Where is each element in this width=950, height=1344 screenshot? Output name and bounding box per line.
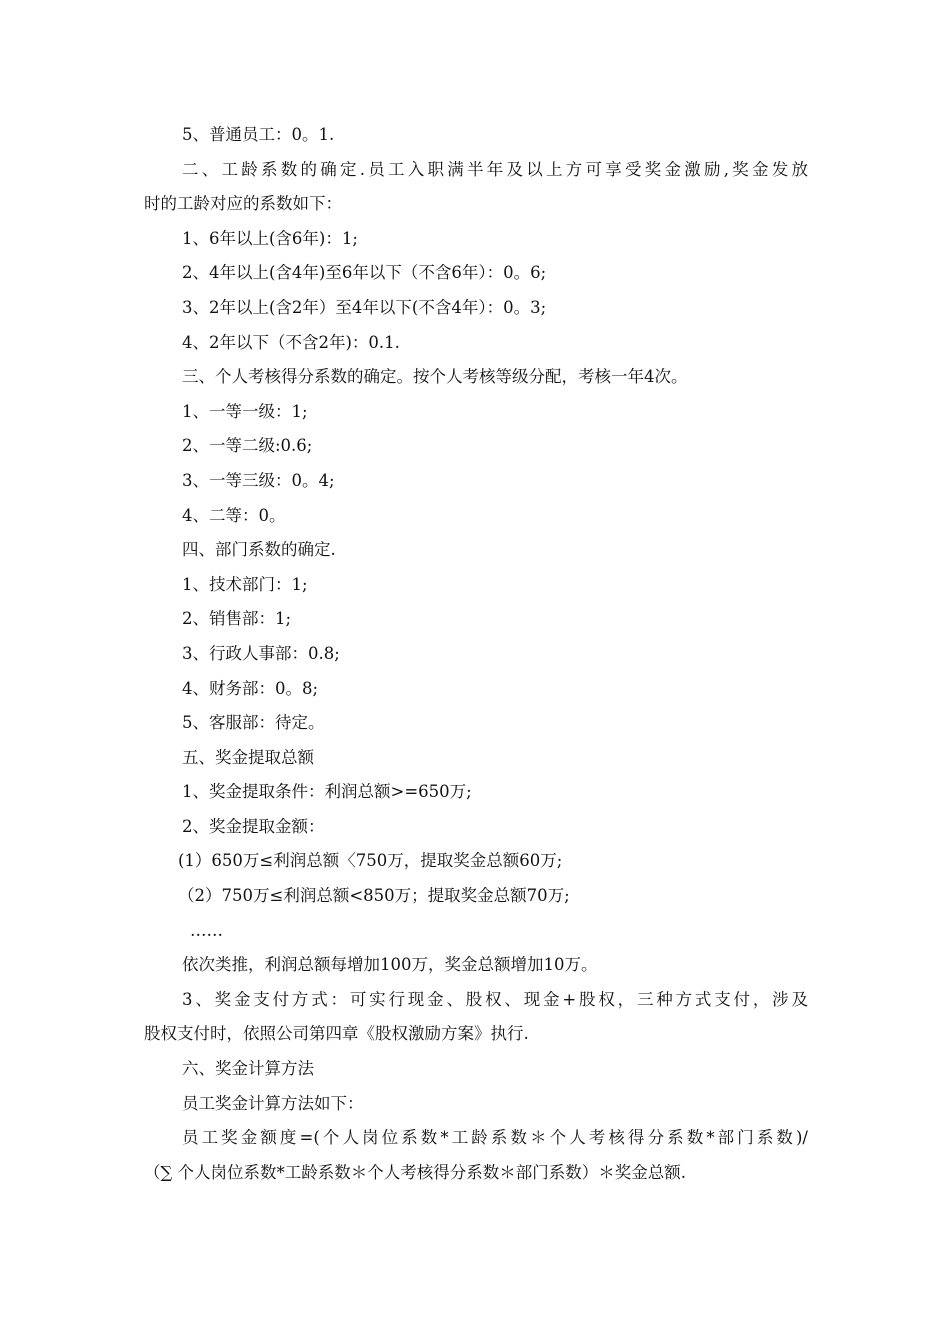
formula-line: （∑ 个人岗位系数*工龄系数＊个人考核得分系数＊部门系数）＊奖金总额. [144,1162,687,1182]
list-item: 3、行政人事部：0.8; [182,643,340,663]
list-item: 1、奖金提取条件：利润总额>=650万; [182,782,472,802]
paragraph-line: 3、奖金支付方式：可实行现金、股权、现金+股权，三种方式支付，涉及 [182,989,808,1009]
paragraph-line: 股权支付时，依照公司第四章《股权激励方案》执行. [144,1024,529,1044]
section-heading-line: 五、奖金提取总额 [182,747,314,767]
list-item: 3、2年以上(含2年）至4年以下(不含4年）：0。3; [182,297,547,317]
list-item: 4、2年以下（不含2年)：0.1. [182,332,400,352]
list-item: 3、一等三级：0。4; [182,470,335,490]
list-item: 4、财务部：0。8; [182,678,319,698]
section-heading-line: 二、工龄系数的确定.员工入职满半年及以上方可享受奖金激励,奖金发放 [182,159,808,179]
section-heading-line: 四、部门系数的确定. [182,540,336,560]
paragraph-line: 5、普通员工：0。1. [182,125,335,144]
list-item: 2、一等二级:0.6; [182,436,313,456]
list-item: 1、6年以上(含6年)：1; [182,228,358,248]
list-item: 2、4年以上(含4年)至6年以下（不含6年）：0。6; [182,263,547,283]
list-item: 1、技术部门：1; [182,574,308,594]
ellipsis-line: …… [190,920,223,940]
list-item: (1）650万≤利润总额〈750万，提取奖金总额60万; [178,851,563,871]
paragraph-line: 员工奖金计算方法如下： [182,1093,364,1113]
list-item: 2、销售部：1; [182,609,292,629]
list-item: 2、奖金提取金额： [182,816,325,836]
document-body [144,118,808,1190]
section-heading-line: 六、奖金计算方法 [182,1059,314,1079]
formula-line: 员工奖金额度=(个人岗位系数*工龄系数＊个人考核得分系数*部门系数)/ [182,1128,808,1148]
list-item: （2）750万≤利润总额<850万；提取奖金总额70万; [178,886,570,906]
list-item: 1、一等一级：1; [182,401,308,421]
list-item: 5、客服部：待定。 [182,713,325,733]
list-item: 4、二等：0。 [182,505,286,525]
paragraph-line: 时的工龄对应的系数如下： [144,194,342,214]
paragraph-line: 依次类推，利润总额每增加100万，奖金总额增加10万。 [182,955,598,975]
section-heading-line: 三、个人考核得分系数的确定。按个人考核等级分配，考核一年4次。 [182,367,688,387]
